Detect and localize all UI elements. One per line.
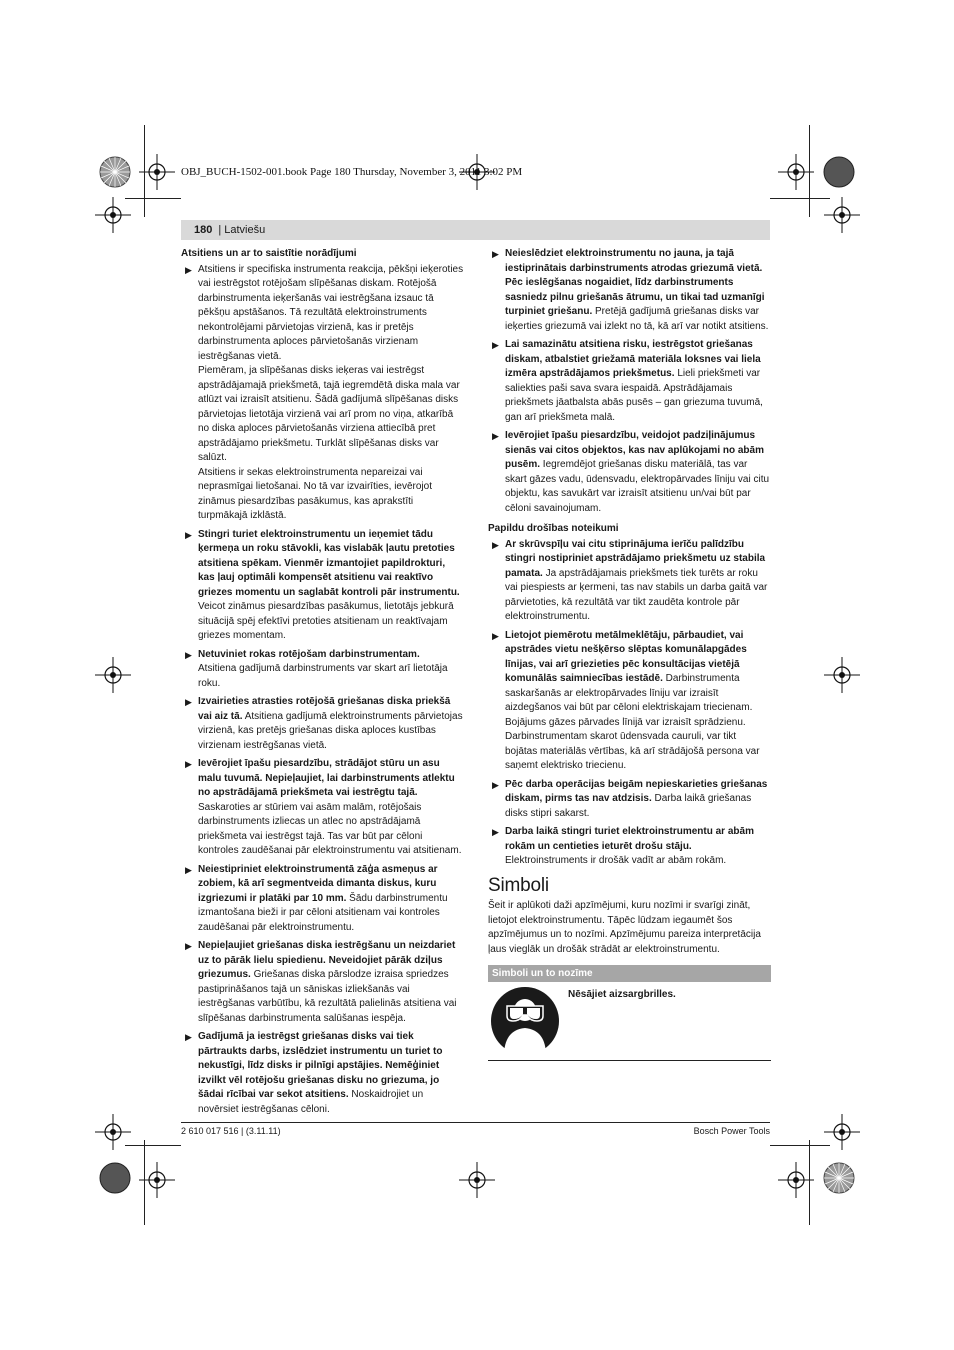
symbols-heading: Simboli (488, 874, 549, 896)
paragraph: Atsitiens ir sekas elektroinstrumenta nepareizai vai neprasmīgai lietošanai. No tā var izvairīties, ievērojot zināmus piesardzības pasākumus, kas aprakstīti turpmākajā izklāstā. (198, 466, 432, 521)
paragraph: Lieli priekšmeti var saliekties paši sava svara iespaidā. Apstrādājamais priekšmets jāatbalsta abās pusēs – gan griezuma tuvumā, gan arī priekšmeta malā. (505, 368, 763, 423)
paragraph: Šādu darbinstrumentu izmantošana bieži ir par cēloni atsitienam vai kontroles zaudēšanai pār elektroinstrumentu. (198, 892, 448, 933)
bullet-arrow-icon: ▶ (185, 759, 192, 769)
bullet-arrow-icon: ▶ (492, 340, 499, 350)
bullet-arrow-icon: ▶ (492, 827, 499, 837)
paragraph: Veicot zināmus piesardzības pasākumus, lietotājs jebkurā situācijā spēj efektīvi pretoties atsitienam un reaktīvajam griezes momentam. (198, 601, 454, 641)
registration-crosshair-icon (822, 195, 862, 235)
symbols-table-row (488, 982, 771, 1061)
list-item (488, 538, 771, 625)
paragraph: Darbinstrumenta saskaršanās ar elektropārvades līniju var izraisīt aizdegšanos vai būt par cēloni elektriskajam triecienam. Bojājums gāzes pārvades līnijā var izraisīt sprādzienu. Darbinstrumentam skarot ūdensvada cauruli, var tikt bojātas materiālās vērtības, kā arī strādājošā persona var saņemt elektrisko triecienu. (505, 673, 760, 771)
list-item (488, 429, 771, 516)
paragraph: Atsitiena gadījumā elektroinstruments pārvietojas virzienā, kas pretējs griešanas diska aploces kustības virzienam iestrēgšanas vietā. (198, 710, 463, 751)
list-item (488, 825, 771, 869)
page-number: 180 (194, 224, 213, 236)
warning-bold: Gadījumā ja iestrēgst griešanas disks vai tiek pārtraukts darbs, izslēdziet instrumentu un turiet to nekustīgi, līdz disks ir pilnīgi apstājies. Nemēģiniet izvilkt vēl rotējošu griešanas disku no griezuma, jo šādai rīcībai var sekot atsitiens. (198, 1031, 443, 1100)
paragraph: Elektroinstruments ir drošāk vadīt ar abām rokām. (505, 855, 727, 866)
registration-crosshair-icon (137, 1160, 177, 1200)
bullet-arrow-icon: ▶ (185, 264, 192, 275)
registration-crosshair-icon (137, 152, 177, 192)
paragraph: Pretējā gadījumā griešanas disks var ieķerties griezumā vai izlekt no tā, kā arī var notikt atsitiens. (505, 306, 769, 332)
color-rosette-icon (99, 1162, 131, 1194)
registration-crosshair-icon (822, 655, 862, 695)
color-rosette-icon (99, 156, 131, 188)
trim-line (125, 1145, 181, 1146)
bullet-arrow-icon: ▶ (492, 630, 499, 641)
print-file-info: OBJ_BUCH-1502-001.book Page 180 Thursday, November 3, 2011 3:02 PM (181, 166, 523, 178)
paragraph: Iegremdējot griešanas disku materiālā, tas var skart gāzes vadu, ūdensvadu, elektropārvades līniju vai citu objektu, kas savukārt var izraisīt atsitienu un/vai būt par cēloni savainojumam. (505, 459, 770, 514)
warning-bold: Netuviniet rokas rotējošam darbinstrumentam. (198, 648, 420, 660)
warning-bold: Stingri turiet elektroinstrumentu un ieņemiet tādu ķermeņa un roku stāvokli, kas vislabāk ļautu pretoties atsitiena spēkam. Vienmēr izmantojiet papildrokturi, kas ļauj optimāli kompensēt atsitienu vai reaktīvo griezes momentu un saglabāt kontroli pār instrumentu. (198, 528, 460, 598)
symbols-table-header: Simboli un to nozīme (488, 965, 771, 982)
registration-crosshair-icon (776, 152, 816, 192)
trim-line (770, 1145, 830, 1146)
trim-line (809, 125, 810, 217)
registration-crosshair-icon (457, 1160, 497, 1200)
trim-line (809, 1140, 810, 1225)
warning-bold: Ievērojiet īpašu piesardzību, strādājot stūru un asu malu tuvumā. Nepieļaujiet, lai darbinstruments atlektu no apstrādājamā priekšmeta vai iestrēgtu tajā. (198, 758, 455, 798)
warning-bold: Neieslēdziet elektroinstrumentu no jauna, ja tajā iestiprinātais darbinstruments atrodas griezumā vietā. Pēc ieslēgšanas nogaidiet, līdz darbinstruments sasniedz pilnu griešanās ātrumu, un tikai tad uzmanīgi turpiniet griešanu. (505, 248, 765, 317)
paragraph: Piemēram, ja slīpēšanas disks ieķeras vai iestrēgst apstrādājamajā priekšmetā, tajā iegremdētā diska mala var atlūzt vai izraisīt atsitienu. Šādā gadījumā slīpēšanas disks pārvietojas lietotāja virzienā vai arī prom no viņa, atkarībā no diska aploces pārvietošanās virziena attiecībā pret apstrādājamo priekšmetu. Turklāt slīpēšanas disks var salūzt. (198, 365, 460, 463)
list-item (181, 695, 464, 753)
warning-bold: Nepieļaujiet griešanas diska iestrēgšanu un neizdariet uz to pārāk lielu spiedienu. Neveidojiet pārāk dziļus griezumus. (198, 940, 456, 980)
bullet-arrow-icon: ▶ (185, 1032, 192, 1042)
list-item (181, 263, 464, 524)
footer-rule (181, 1122, 770, 1123)
list-item (488, 629, 771, 774)
warning-bold: Pēc darba operācijas beigām nepieskarieties griešanas diskam, pirms tas nav atdzisis. (505, 778, 768, 804)
list-item (181, 863, 464, 936)
footer-doc-number: 2 610 017 516 | (3.11.11) (181, 1126, 281, 1136)
bullet-arrow-icon: ▶ (492, 779, 499, 790)
warning-bold: Ievērojiet īpašu piesardzību, veidojot padziļinājumus sienās vai citos objektos, kas nav aplūkojami no abām pusēm. (505, 430, 764, 470)
registration-crosshair-icon (93, 195, 133, 235)
header-language: Latviešu (224, 224, 266, 236)
color-rosette-icon (823, 156, 855, 188)
warning-bold: Lai samazinātu atsitiena risku, iestrēgstot griešanas diskam, atbalstiet griežamā materiāla loksnes vai liela izmēra apstrādājamos priekšmetus. (505, 339, 761, 379)
bullet-arrow-icon: ▶ (185, 941, 192, 951)
safety-goggles-icon (490, 986, 560, 1056)
bullet-arrow-icon: ▶ (492, 431, 499, 441)
bullet-arrow-icon: ▶ (492, 249, 499, 259)
warning-bold: Neiestipriniet elektroinstrumentā zāģa asmeņus ar zobiem, kā arī segmentveida dimanta diskus, kuru izgriezumi ir platāki par 10 mm. (198, 863, 438, 904)
section-title-kickback: Atsitiens un ar to saistītie norādījumi (181, 248, 357, 259)
list-item (181, 939, 464, 1026)
bullet-arrow-icon: ▶ (185, 649, 192, 660)
paragraph: Atsitiena gadījumā darbinstruments var skart arī lietotāja roku. (198, 663, 448, 689)
symbols-intro: Šeit ir aplūkoti daži apzīmējumi, kuru nozīmi ir svarīgi zināt, lietojot elektroinstrumentu. Tāpēc lūdzam iegaumēt šos apzīmējumus un to nozīmi. Apzīmējumu pareiza interpretācija ļaus vieglāk un drošāk strādāt ar elektroinstrumentu. (488, 900, 761, 955)
registration-crosshair-icon (776, 1160, 816, 1200)
list-item (181, 648, 464, 692)
warning-bold: Izvairieties atrasties rotējošā griešanas diska priekšā vai aiz tā. (198, 696, 451, 722)
registration-crosshair-icon (93, 1112, 133, 1152)
trim-line (770, 198, 830, 199)
trim-line (144, 1140, 145, 1225)
registration-crosshair-icon (822, 1112, 862, 1152)
color-rosette-icon (823, 1162, 855, 1194)
warning-bold: Ar skrūvspīļu vai citu stiprinājuma ierīču palīdzību stingri nostipriniet apstrādājamo priekšmetu uz stabila pamata. (505, 538, 766, 579)
list-item (488, 247, 771, 334)
list-item (181, 1030, 464, 1117)
bullet-arrow-icon: ▶ (492, 539, 499, 550)
warning-bold: Darba laikā stingri turiet elektroinstrumentu ar abām rokām un centieties ieturēt drošu stāju. (505, 826, 754, 852)
left-column (181, 247, 464, 1121)
trim-line (125, 198, 181, 199)
list-item (181, 528, 464, 644)
section-title-additional-safety: Papildu drošības noteikumi (488, 523, 619, 534)
warning-bold: Lietojot piemērotu metālmeklētāju, pārbaudiet, vai apstrādes vietu nešķērso slēptas komunālapgādes līnijas, vai arī griezieties pēc konsultācijas vietējā komunālās saimniecības iestādē. (505, 629, 747, 684)
footer-brand: Bosch Power Tools (693, 1126, 770, 1136)
paragraph: Darba laikā griešanas disks stipri sakarst. (505, 793, 752, 819)
bullet-arrow-icon: ▶ (185, 529, 192, 540)
bullet-arrow-icon: ▶ (185, 697, 192, 707)
paragraph: Ja apstrādājamais priekšmets tiek turēts ar roku vai piespiests ar ķermeni, tas nav stabils un darba gaitā var pārvietoties, kā rezultātā var tikt zaudēta kontrole pār elektroinstrumentu. (505, 567, 768, 622)
paragraph: Atsitiens ir specifiska instrumenta reakcija, pēkšņi ieķeroties vai iestrēgstot rotējošam slīpēšanas diskam. Rotējošā darbinstrumenta ieķeršanās vai iestrēgšana izsauc tā pēkšņu apstāšanos. Tā rezultātā elektroinstruments nekontrolējami pārvietojas virzienā, kas ir pretējs darbinstrumenta aploces pārvietošanās virzienam iestrēgšanas vietā. (198, 263, 464, 362)
paragraph: Griešanas diska pārslodze izraisa spriedzes pastiprināšanos tajā un sāniskas izliekšanās vai iestrēgšanas varbūtību, kā rezultātā palielinās atsitiena vai slīpēšanas darbinstrumenta salūšanas iespēja. (198, 969, 457, 1024)
registration-crosshair-icon (93, 655, 133, 695)
paragraph: Noskaidrojiet un novērsiet iestrēgšanas cēloni. (198, 1089, 424, 1115)
symbol-cell (488, 986, 568, 1056)
list-item (488, 778, 771, 822)
list-item (181, 757, 464, 859)
header-separator: | (218, 224, 222, 236)
bullet-arrow-icon: ▶ (185, 864, 192, 875)
right-column (488, 247, 771, 1061)
paragraph: Saskaroties ar stūriem vai asām malām, rotējošais darbinstruments izliecas un atlec no apstrādājamā priekšmeta vai iestrēgst tajā. Tas var būt par cēloni kontroles zaudēšanai pār elektroinstrumentu vai atsitienam. (198, 801, 462, 856)
list-item (488, 338, 771, 425)
page-header (181, 220, 770, 240)
trim-line (144, 125, 145, 217)
symbol-meaning: Nēsājiet aizsargbrilles. (568, 989, 676, 1000)
